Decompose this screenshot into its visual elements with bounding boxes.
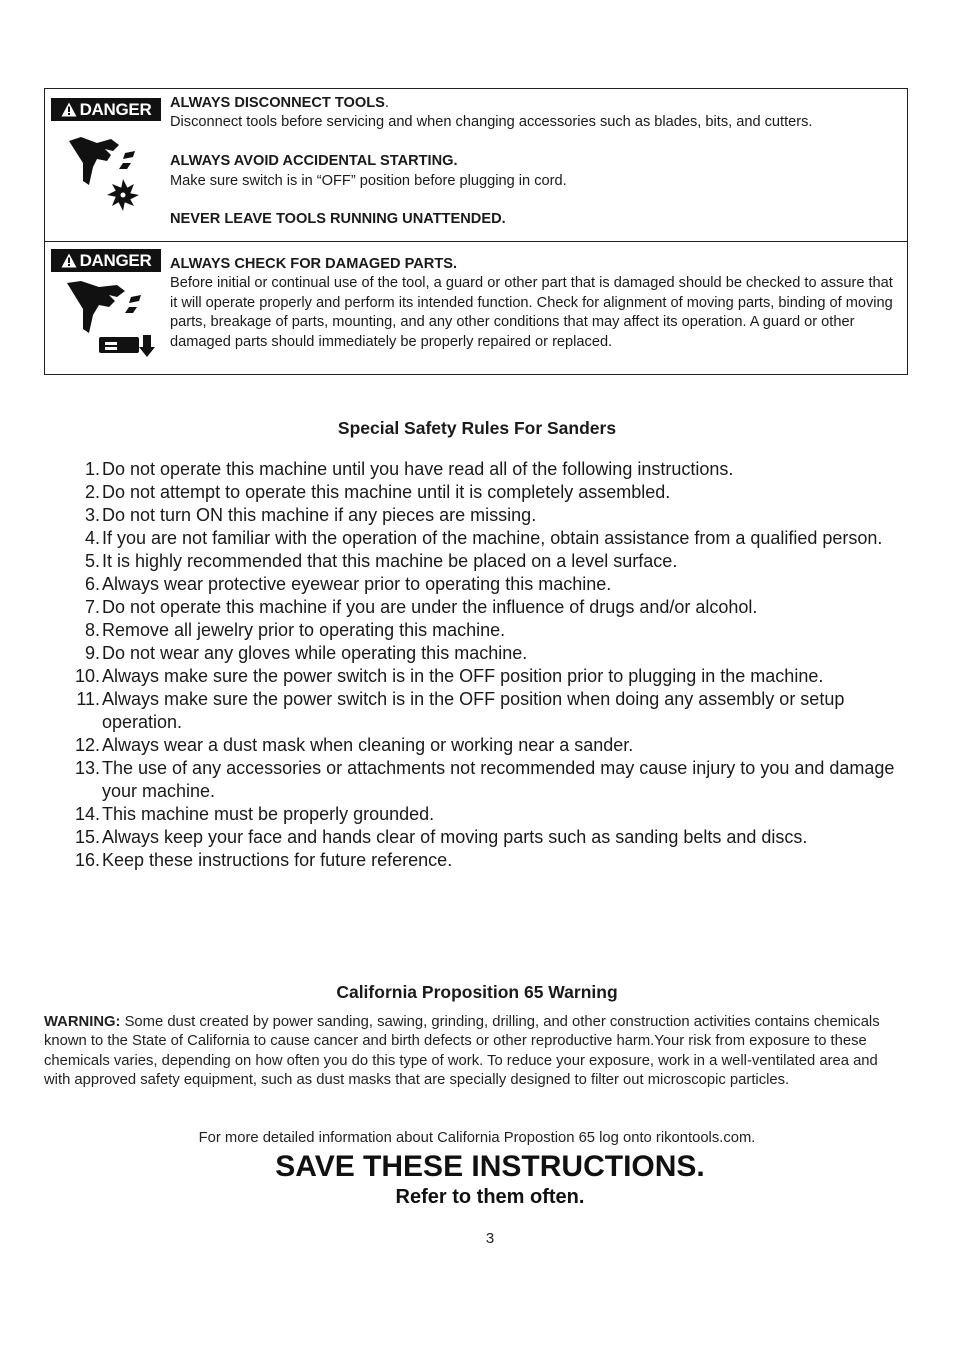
rule-text: Do not wear any gloves while operating this machine. [102,643,528,663]
list-item [70,619,920,642]
heading-disconnect: ALWAYS DISCONNECT TOOLS [170,95,385,111]
rule-number: 15. [74,827,100,847]
rule-number: 1. [84,459,100,479]
rule-text: Always make sure the power switch is in the OFF position prior to plugging in the machine. [102,666,824,686]
text-accidental-start: Make sure switch is in “OFF” position before plugging in cord. [170,172,567,189]
rule-text: Do not operate this machine until you have read all of the following instructions. [102,459,734,479]
danger-badge [51,249,161,272]
sanders-rules-list [70,458,920,872]
list-item [70,803,920,826]
danger-text-block-2 [170,255,901,352]
page-number: 3 [485,1230,495,1247]
list-item [70,527,920,550]
danger-badge-label: DANGER [79,250,152,270]
list-item [70,734,920,757]
rule-number: 2. [84,482,100,502]
rule-text: This machine must be properly grounded. [102,804,435,824]
list-item [70,481,920,504]
list-item [70,573,920,596]
rule-number: 12. [74,735,100,755]
heading-disconnect-suffix: . [384,95,389,111]
rule-text: Always keep your face and hands clear of moving parts such as sanding belts and discs. [102,827,808,847]
prop65-warning-label: WARNING: [44,1014,121,1030]
heading-accidental-start: ALWAYS AVOID ACCIDENTAL STARTING. [170,153,458,170]
list-item [70,550,920,573]
text-damaged-parts: Before initial or continual use of the tool, a guard or other part that is damaged should be checked to assure that it will operate properly and perform its intended function. Check for alignment of moving parts, binding of moving parts, breakage of parts, mounting, and any other conditions that may affect its operation. A guard or other damaged parts should immediately be properly repaired or replaced. [170,275,893,350]
prop65-more-info: For more detailed information about California Propostion 65 log onto rikontools.com. [198,1130,756,1146]
list-item [70,642,920,665]
list-item [70,688,920,734]
rule-number: 6. [84,574,100,594]
danger-row-damaged [45,241,907,374]
rule-text: Always wear protective eyewear prior to operating this machine. [102,574,612,594]
rule-number: 5. [84,551,100,571]
rule-number: 16. [74,850,100,870]
list-item [70,757,920,803]
rule-number: 11. [76,689,100,709]
danger-badge-label: DANGER [79,99,152,119]
danger-row-disconnect [45,89,907,242]
rule-text: Remove all jewelry prior to operating this machine. [102,620,506,640]
rule-number: 14. [74,804,100,824]
rule-text: It is highly recommended that this machine be placed on a level surface. [102,551,678,571]
rule-text: Always wear a dust mask when cleaning or working near a sander. [102,735,634,755]
prop65-title: California Proposition 65 Warning [336,982,618,1002]
save-instructions-heading: SAVE THESE INSTRUCTIONS. [275,1150,705,1183]
rule-number: 9. [84,643,100,663]
rule-text: Do not operate this machine if you are under the influence of drugs and/or alcohol. [102,597,758,617]
rule-number: 10. [74,666,100,686]
rule-number: 3. [84,505,100,525]
list-item [70,826,920,849]
list-item [70,849,920,872]
warning-triangle-icon [61,253,77,268]
prop65-warning-text: Some dust created by power sanding, sawing, grinding, drilling, and other construction activities contains chemicals known to the State of California to cause cancer and birth defects or other reproductive harm.Your risk from exposure to these chemicals varies, depending on how often you do this type of work. To reduce your exposure, work in a well-ventilated area and with approved safety equipment, such as dust masks that are specially designed to filter out microscopic particles. [44,1014,880,1089]
rule-text: Keep these instructions for future reference. [102,850,453,870]
rule-text: The use of any accessories or attachments not recommended may cause injury to you and damage your machine. [102,758,895,801]
list-item [70,665,920,688]
rule-number: 13. [74,758,100,778]
danger-text-block-1 [170,94,901,230]
rule-number: 7. [84,597,100,617]
prop65-warning [44,1013,904,1091]
hand-plug-hazard-icon [59,279,159,359]
danger-box [44,88,908,375]
rule-text: If you are not familiar with the operation of the machine, obtain assistance from a qualified person. [102,528,883,548]
text-disconnect: Disconnect tools before servicing and when changing accessories such as blades, bits, and cutters. [170,114,813,131]
warning-triangle-icon [61,102,77,117]
list-item [70,596,920,619]
sanders-title: Special Safety Rules For Sanders [337,418,617,438]
list-item [70,458,920,481]
rule-number: 8. [84,620,100,640]
heading-unattended: NEVER LEAVE TOOLS RUNNING UNATTENDED. [170,211,506,228]
list-item [70,504,920,527]
rule-text: Do not attempt to operate this machine until it is completely assembled. [102,482,671,502]
rule-number: 4. [84,528,100,548]
danger-badge [51,98,161,121]
rule-text: Do not turn ON this machine if any pieces are missing. [102,505,537,525]
hand-blade-hazard-icon [67,133,157,223]
refer-often-subheading: Refer to them often. [395,1186,585,1208]
rule-text: Always make sure the power switch is in the OFF position when doing any assembly or setup operation. [102,689,845,732]
heading-damaged-parts: ALWAYS CHECK FOR DAMAGED PARTS. [170,256,458,272]
